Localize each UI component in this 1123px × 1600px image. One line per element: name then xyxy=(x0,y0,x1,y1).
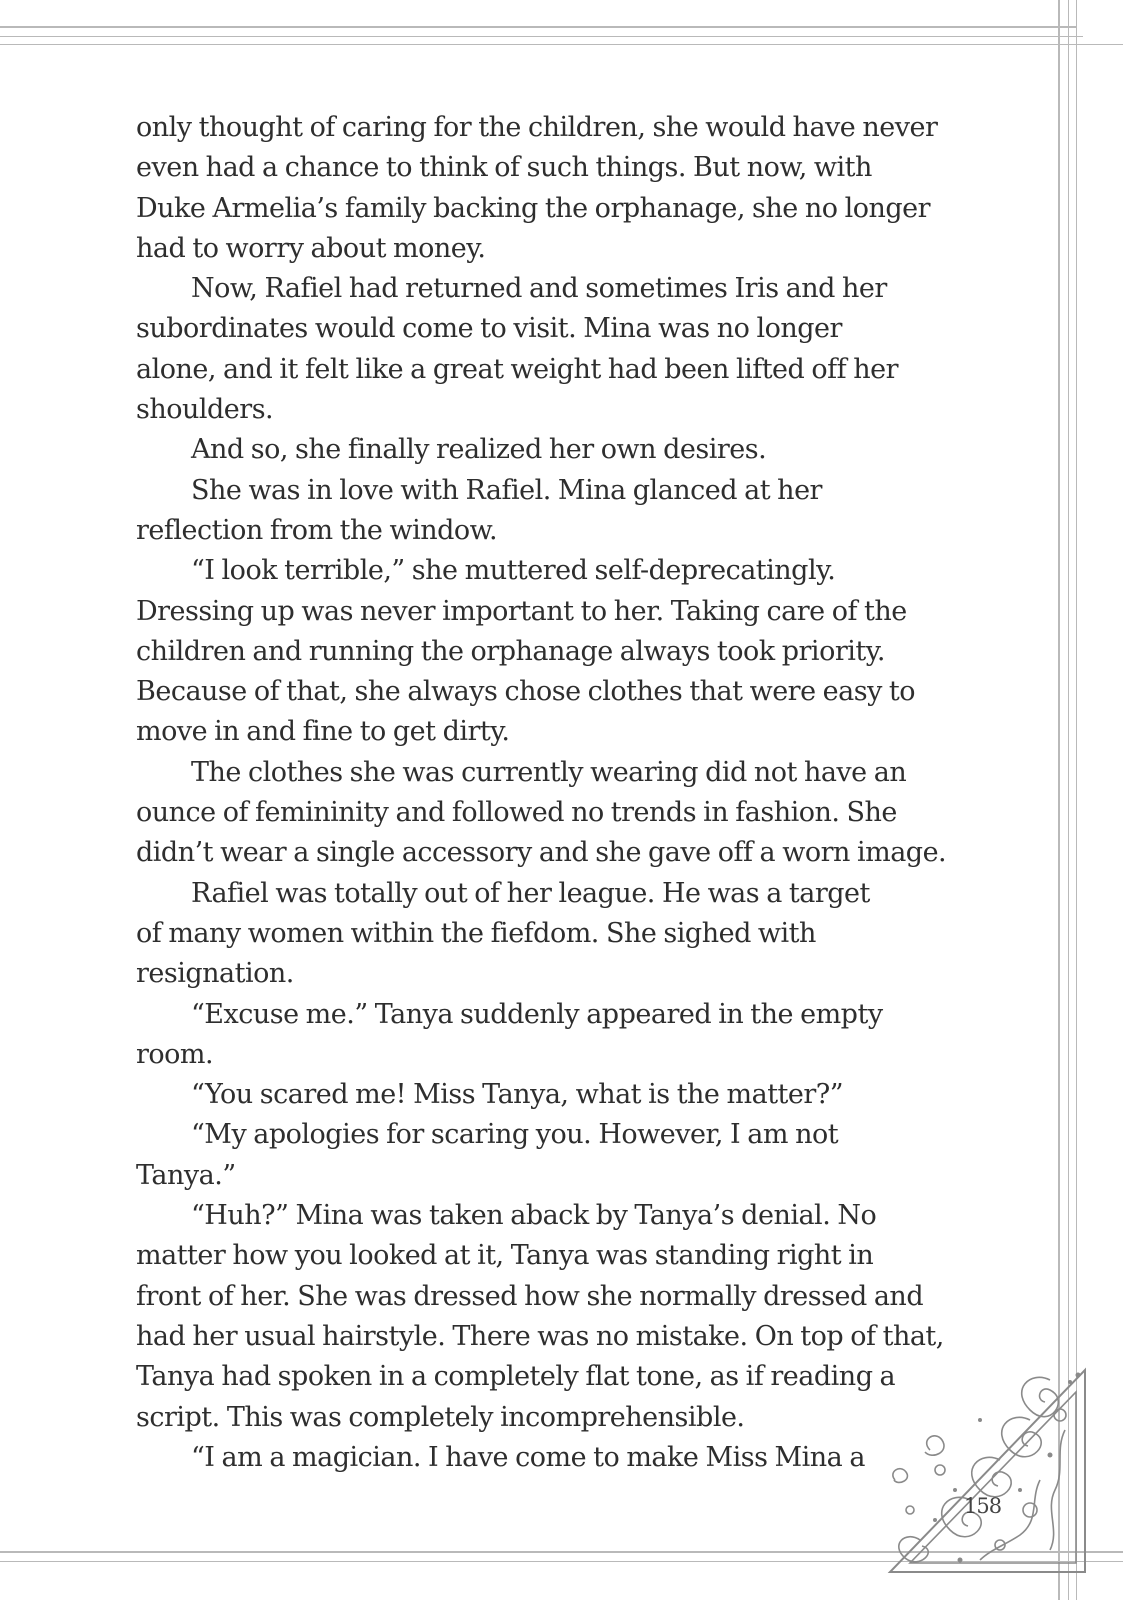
paragraph xyxy=(136,471,1016,552)
text-line: “Huh?” Mina was taken aback by Tanya’s denial. No xyxy=(191,1200,877,1232)
text-line: room. xyxy=(136,1038,214,1070)
text-line: had her usual hairstyle. There was no mistake. On top of that, xyxy=(136,1320,944,1352)
text-line: only thought of caring for the children, she would have never xyxy=(136,112,938,143)
text-line: even had a chance to think of such things. But now, with xyxy=(136,152,872,184)
text-line: ounce of femininity and followed no trends in fashion. She xyxy=(136,797,897,829)
text-line: alone, and it felt like a great weight had been lifted off her xyxy=(136,353,899,385)
paragraph xyxy=(136,753,1016,874)
text-line: And so, she finally realized her own desires. xyxy=(191,434,767,466)
text-line: of many women within the fiefdom. She sighed with xyxy=(136,917,816,949)
text-line: resignation. xyxy=(136,958,294,990)
text-line: Now, Rafiel had returned and sometimes Iris and her xyxy=(191,273,887,305)
text-line: reflection from the window. xyxy=(136,514,498,546)
text-line: didn’t wear a single accessory and she gave off a worn image. xyxy=(136,837,947,869)
paragraph xyxy=(136,1075,1016,1115)
text-line: Rafiel was totally out of her league. He was a target xyxy=(191,877,870,909)
text-line: move in and fine to get dirty. xyxy=(136,716,510,748)
text-line: shoulders. xyxy=(136,394,274,426)
frame-top-line-1 xyxy=(0,26,1076,28)
paragraph xyxy=(136,269,1016,430)
text-line: “Excuse me.” Tanya suddenly appeared in the empty xyxy=(191,998,883,1030)
text-line: The clothes she was currently wearing did not have an xyxy=(191,756,907,788)
text-line: “You scared me! Miss Tanya, what is the matter?” xyxy=(191,1079,844,1111)
text-line: “My apologies for scaring you. However, I am not xyxy=(191,1119,839,1151)
text-line: had to worry about money. xyxy=(136,232,486,264)
text-line: “I am a magician. I have come to make Miss Mina a xyxy=(191,1441,865,1473)
paragraph xyxy=(136,108,1016,269)
text-line: Duke Armelia’s family backing the orphanage, she no longer xyxy=(136,192,931,224)
corner-ornament-icon xyxy=(880,1360,1095,1582)
text-line: front of her. She was dressed how she normally dressed and xyxy=(136,1280,924,1312)
frame-top-line-3 xyxy=(0,44,1123,45)
text-line: children and running the orphanage always took priority. xyxy=(136,635,885,667)
paragraph xyxy=(136,995,1016,1076)
paragraph xyxy=(136,874,1016,995)
page-body-text xyxy=(136,108,1016,1478)
text-line: Tanya had spoken in a completely flat tone, as if reading a xyxy=(136,1361,896,1393)
text-line: She was in love with Rafiel. Mina glanced at her xyxy=(191,474,822,506)
paragraph xyxy=(136,1115,1016,1196)
frame-top-line-2 xyxy=(0,36,1083,37)
text-line: script. This was completely incomprehensible. xyxy=(136,1401,745,1433)
page-number: 158 xyxy=(964,1494,1002,1518)
text-line: matter how you looked at it, Tanya was standing right in xyxy=(136,1240,874,1272)
text-line: “I look terrible,” she muttered self-deprecatingly. xyxy=(191,555,836,587)
paragraph xyxy=(136,430,1016,470)
text-line: Because of that, she always chose clothes that were easy to xyxy=(136,676,916,708)
text-line: Dressing up was never important to her. Taking care of the xyxy=(136,595,907,627)
paragraph xyxy=(136,551,1016,752)
text-line: subordinates would come to visit. Mina was no longer xyxy=(136,313,842,345)
text-line: Tanya.” xyxy=(136,1159,236,1191)
